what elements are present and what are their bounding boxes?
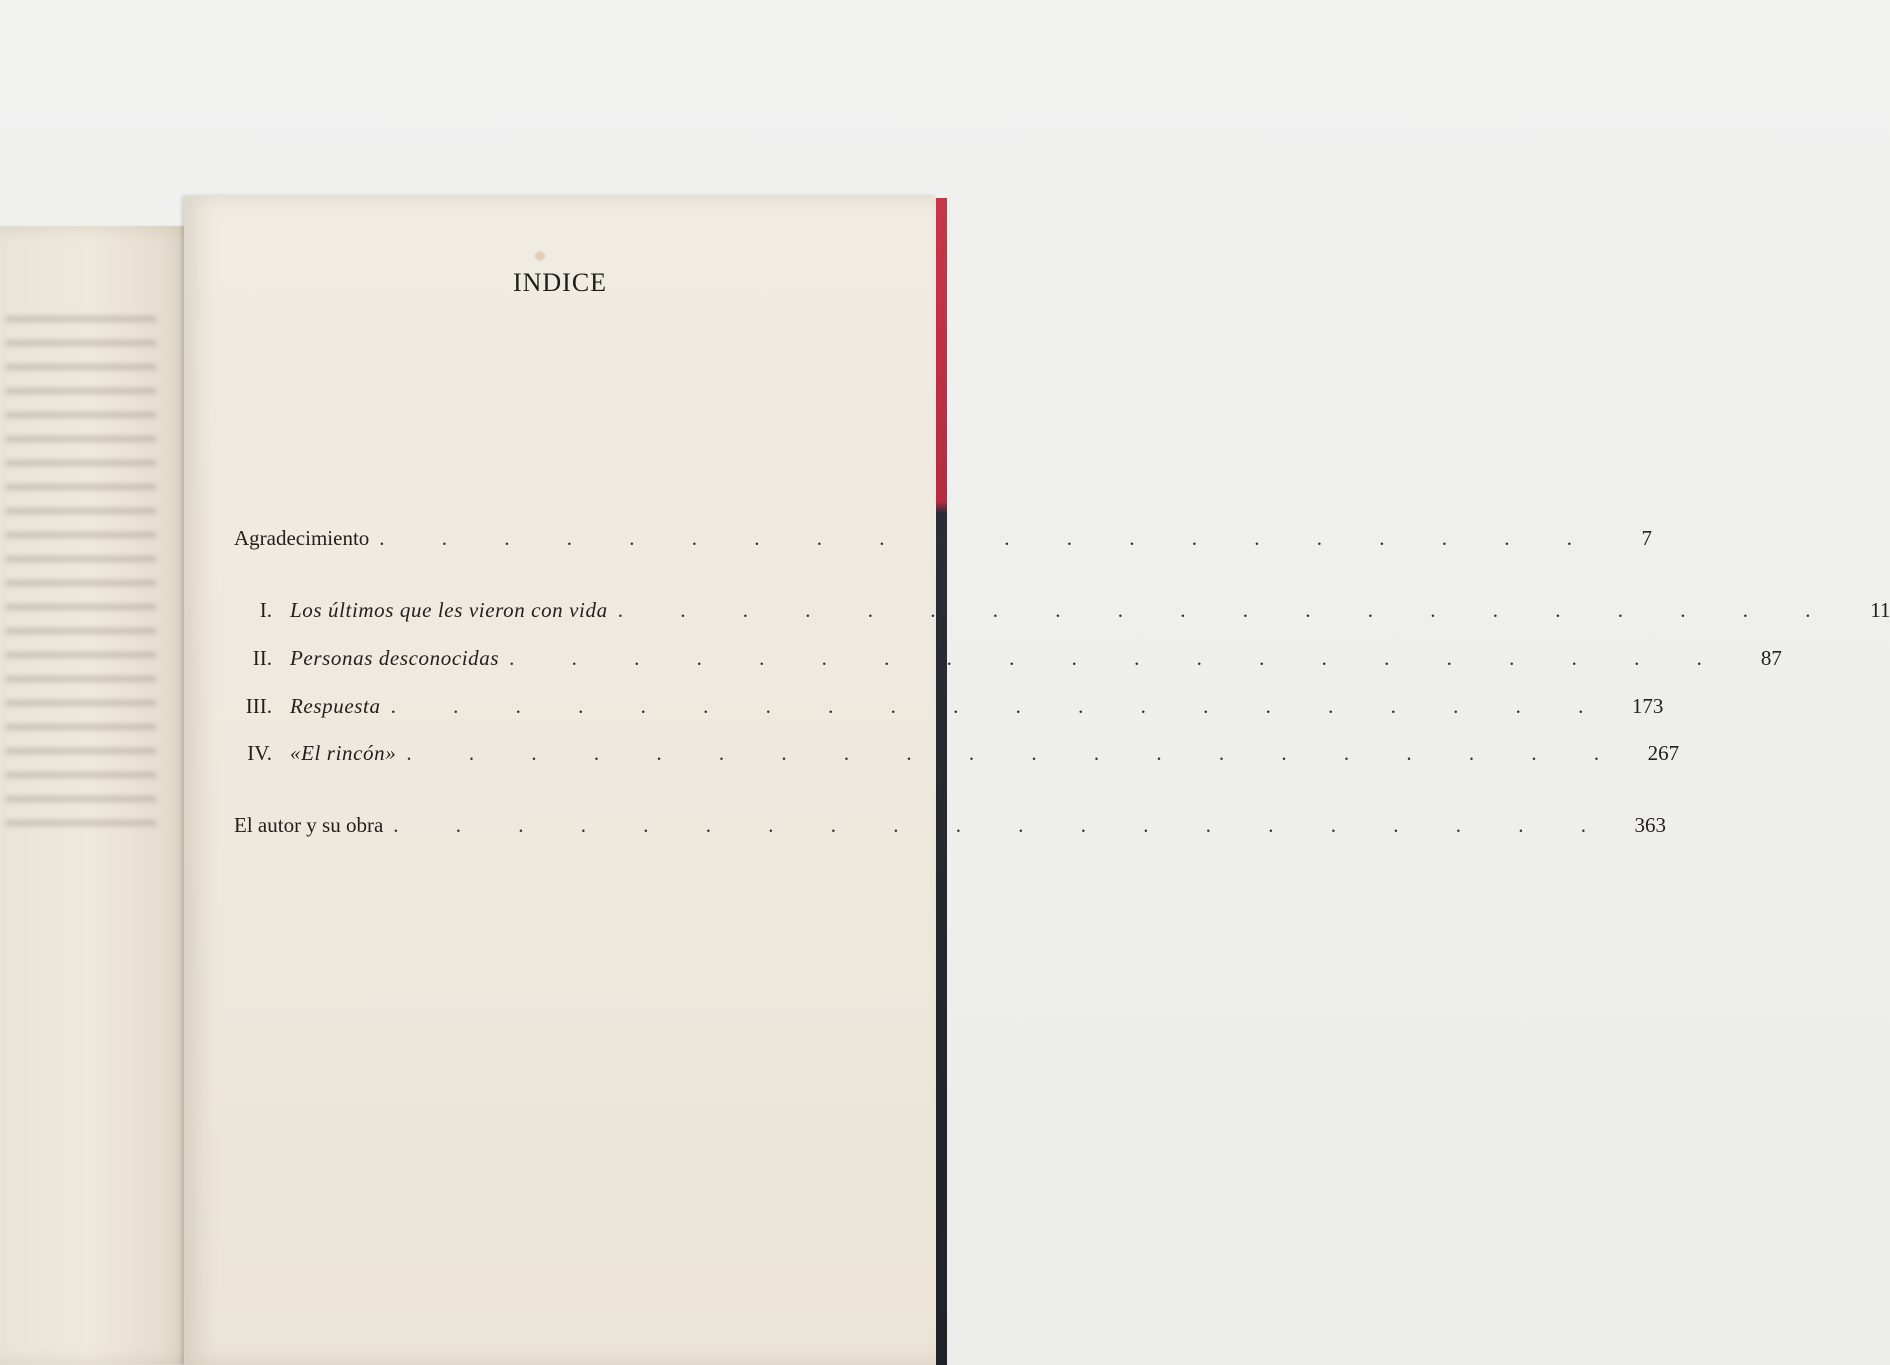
- entry-label: Respuesta: [290, 694, 381, 718]
- right-page: [184, 196, 1890, 1365]
- index-title: INDICE: [512, 268, 608, 297]
- entry-label: Agradecimiento: [234, 526, 370, 550]
- toc-entry-autor: [234, 813, 1667, 843]
- toc-entry-3: [234, 694, 1664, 724]
- left-page: [0, 226, 196, 1365]
- toc-entry-4: [234, 741, 1680, 771]
- dot-leader: . . . . . . . . . . . . . . . . . . . .: [617, 598, 1837, 622]
- blurred-text: [6, 316, 156, 1016]
- toc-entry-1: [234, 598, 1890, 628]
- dot-leader: . . . . . . . . . . . . . . . . . . . .: [406, 741, 1626, 765]
- entry-label: El autor y su obra: [234, 813, 384, 837]
- toc-entry-agradecimiento: [234, 526, 1653, 556]
- entry-page: 11: [1870, 598, 1890, 622]
- entry-number: IV.: [247, 741, 272, 765]
- entry-number: II.: [252, 646, 272, 670]
- entry-label: Los últimos que les vieron con vida: [290, 598, 608, 622]
- toc-entry-2: [234, 646, 1782, 676]
- entry-page: 7: [1641, 526, 1653, 550]
- entry-page: 173: [1631, 694, 1664, 718]
- dot-leader: . . . . . . . . . . . . . . . . . . . .: [379, 526, 1599, 550]
- entry-page: 363: [1634, 813, 1667, 837]
- dot-leader: . . . . . . . . . . . . . . . . . . . .: [509, 646, 1728, 670]
- entry-page: 87: [1760, 646, 1782, 670]
- entry-number: I.: [259, 598, 272, 622]
- table-of-contents: [184, 196, 1890, 1365]
- entry-number: III.: [245, 694, 272, 718]
- entry-label: Personas desconocidas: [290, 646, 500, 670]
- dot-leader: . . . . . . . . . . . . . . . . . . . .: [390, 694, 1610, 718]
- entry-label: «El rincón»: [290, 741, 397, 765]
- entry-page: 267: [1647, 741, 1680, 765]
- dot-leader: . . . . . . . . . . . . . . . . . . . .: [393, 813, 1613, 837]
